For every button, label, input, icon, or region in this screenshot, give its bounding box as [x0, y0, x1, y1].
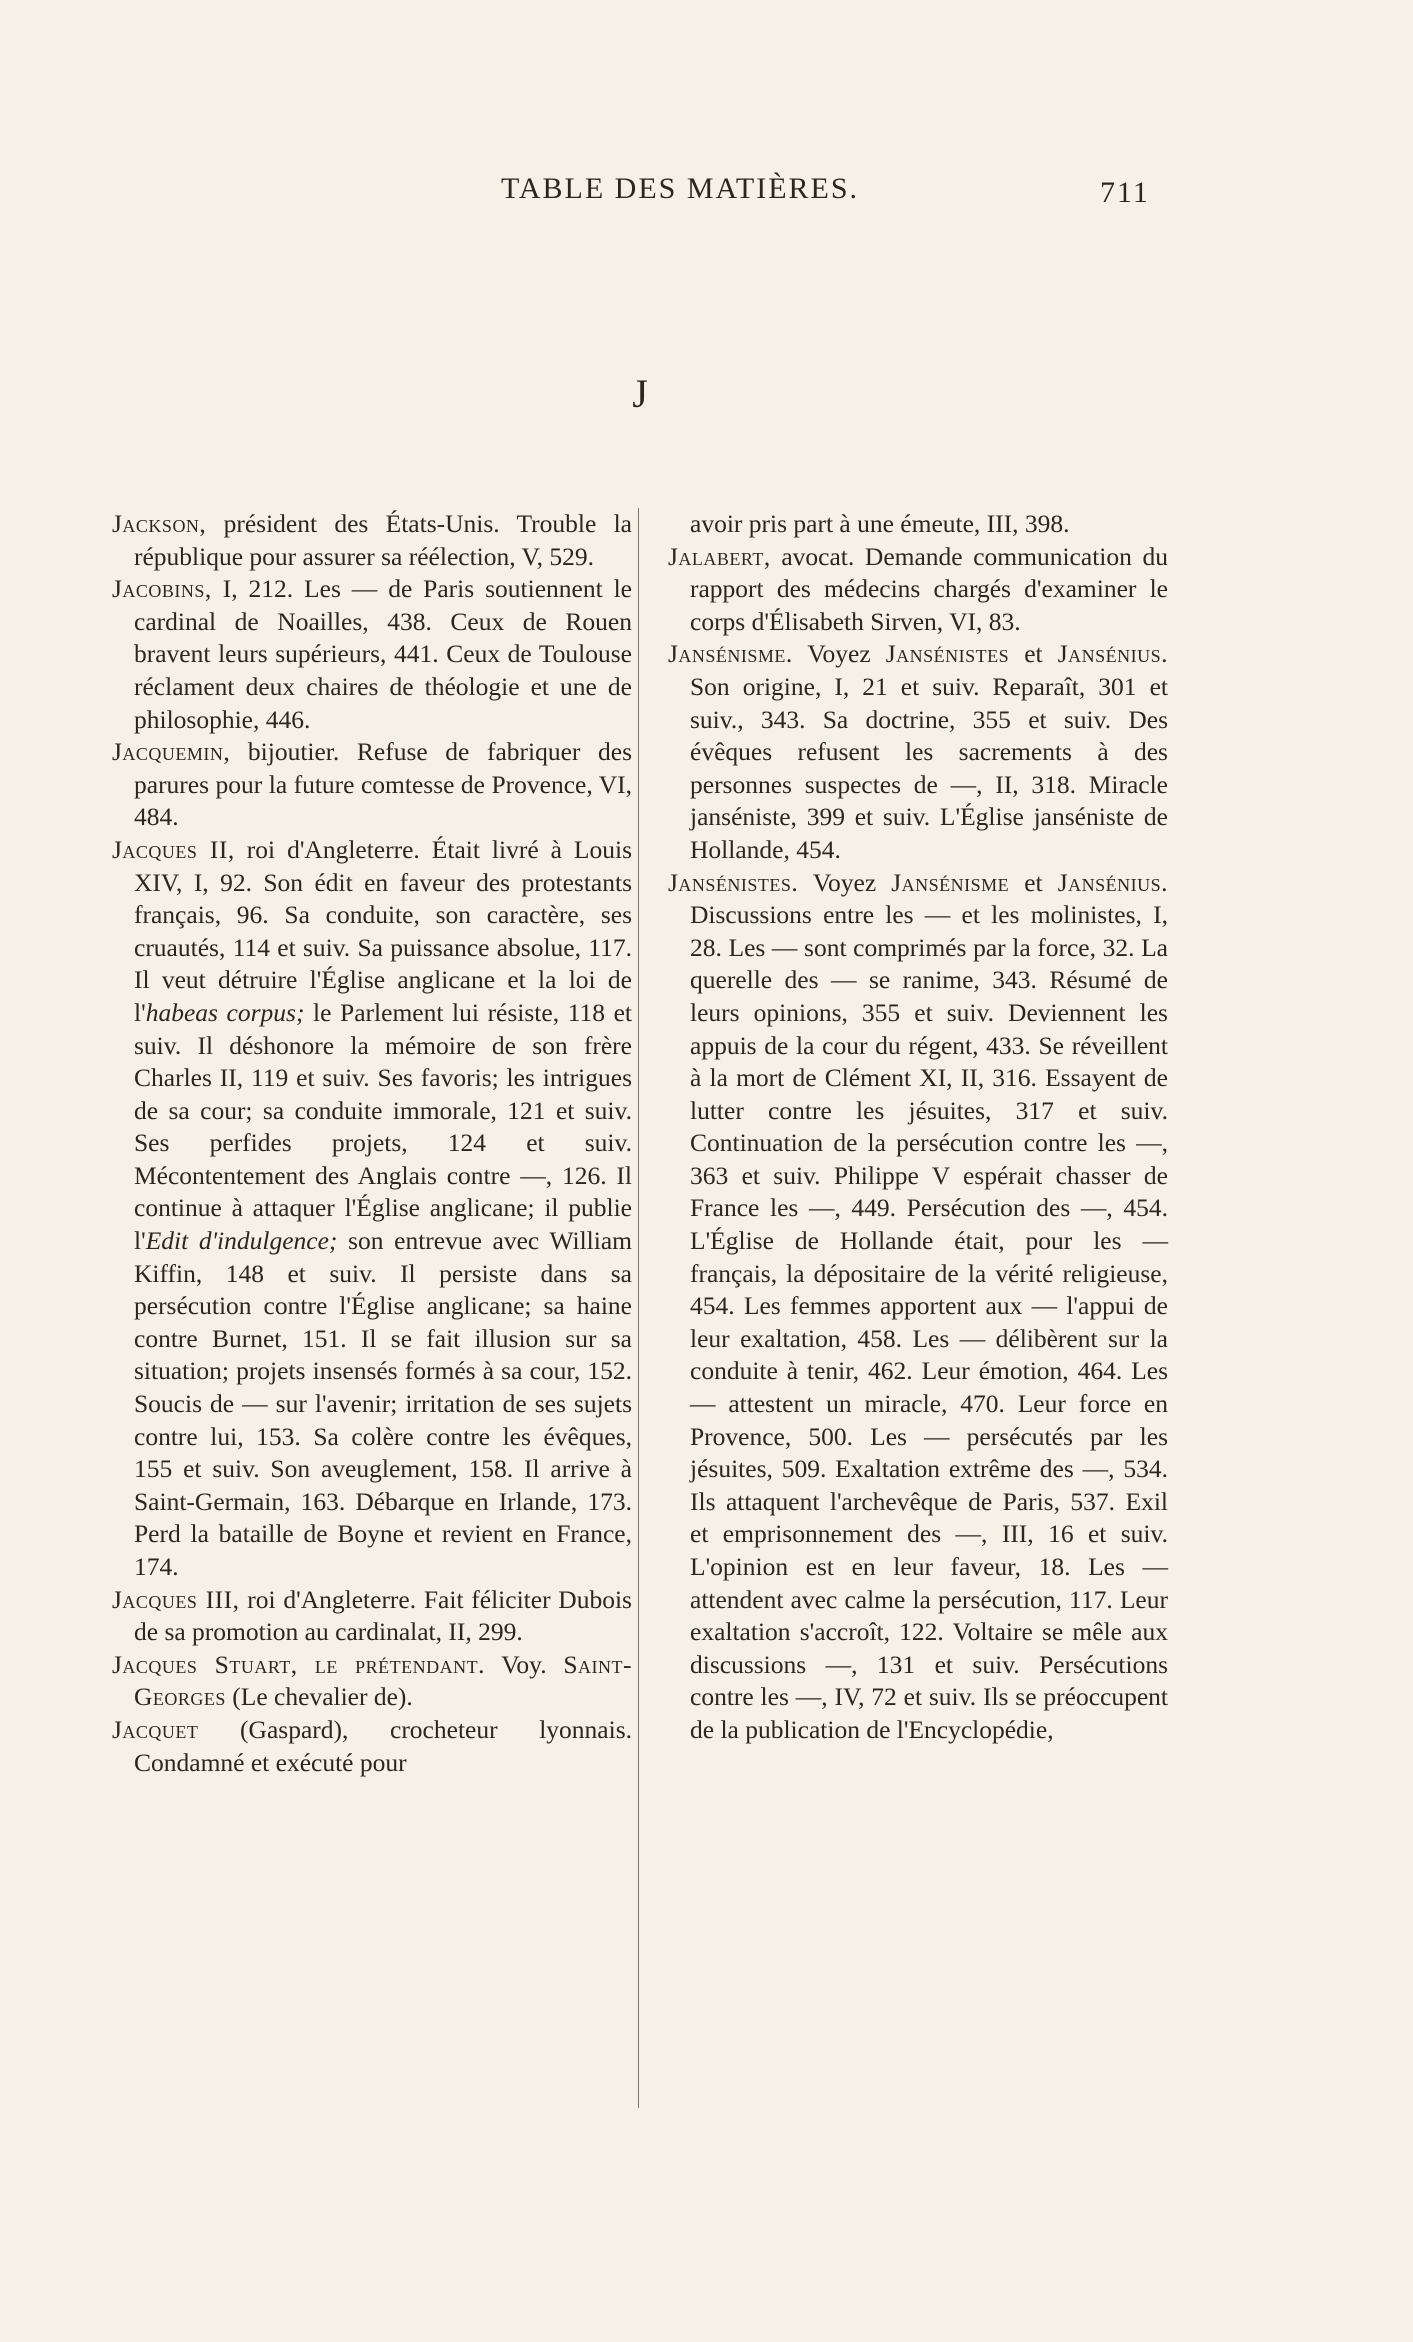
entry-headword: Jalabert,	[668, 541, 771, 571]
entry-text: président des États-Unis. Trouble la république pour assurer sa réélection, V, 529.	[134, 509, 632, 571]
entry-text: Son origine, I, 21 et suiv. Reparaît, 301 et suiv., 343. Sa doctrine, 355 et suiv. Des évêques refusent les sacrements à des personnes suspectes de —, II, 318. Miracle janséniste, 399 et suiv. L'Église janséniste de Hollande, 454.	[690, 671, 1168, 864]
index-entry	[112, 736, 632, 834]
entry-crossref: Jansénistes	[885, 639, 1010, 669]
entry-headword: Jackson,	[112, 509, 207, 538]
index-entry	[112, 573, 632, 736]
index-entry	[112, 1584, 632, 1649]
entry-text: Discussions entre les — et les molinistes, I, 28. Les — sont comprimés par la force, 32. La querelle des — se ranime, 343. Résumé de leurs opinions, 355 et suiv. Deviennent les appuis de la cour du régent, 433. Se réveillent à la mort de Clément XI, II, 316. Essayent de lutter contre les jésuites, 317 et suiv. Continuation de la persécution contre les —, 363 et suiv. Philippe V espérait chasser de France les —, 449. Persécution des —, 454. L'Église de Hollande était, pour les — français, la dépositaire de la vérité religieuse, 454. Les femmes apportent aux — l'appui de leur exaltation, 458. Les — délibèrent sur la conduite à tenir, 462. Leur émotion, 464. Les — attestent un miracle, 470. Leur force en Provence, 500. Les — persécutés par les jésuites, 509. Exaltation extrême des —, 534. Ils attaquent l'archevêque de Paris, 537. Exil et emprisonnement des —, III, 16 et suiv. L'opinion est en leur faveur, 18. Les — attendent avec calme la persécution, 117. Leur exaltation s'accroît, 122. Voltaire se mêle aux discussions —, 131 et suiv. Persécutions contre les —, IV, 72 et suiv. Ils se préoccupent de la publication de l'Encyclopédie,	[690, 900, 1168, 1744]
index-entry	[668, 638, 1168, 866]
entry-text: roi d'Angleterre. Était livré à Louis XIV, I, 92. Son édit en faveur des protestants français, 96. Sa conduite, son caractère, ses cruautés, 114 et suiv. Sa puissance absolue, 117. Il veut détruire l'Église anglicane et la loi de l'	[134, 834, 632, 1027]
entry-headword: Jacques III,	[112, 1584, 240, 1614]
index-entry	[668, 867, 1168, 1747]
entry-text: Voyez	[792, 639, 886, 669]
entry-text: son entrevue avec William Kiffin, 148 et suiv. Il persiste dans sa persécution contre l'Église anglicane; sa haine contre Burnet, 151. Il se fait illusion sur sa situation; projets insensés formés à sa cour, 152. Soucis de — sur l'avenir; irritation de ses sujets contre lui, 153. Sa colère contre les évêques, 155 et suiv. Son aveuglement, 158. Il arrive à Saint-Germain, 163. Débarque en Irlande, 173. Perd la bataille de Boyne et revient en France, 174.	[134, 1226, 632, 1581]
left-column	[112, 508, 632, 1779]
entry-headword: Jacquemin,	[112, 737, 231, 767]
entry-italic: habeas corpus;	[145, 997, 305, 1027]
running-title: TABLE DES MATIÈRES.	[500, 172, 860, 205]
page-number: 711	[1100, 176, 1150, 209]
entry-text: roi d'Angleterre. Fait féliciter Dubois de sa promotion au cardinalat, II, 299.	[134, 1584, 632, 1647]
index-entry	[112, 1714, 632, 1779]
entry-crossref: Jansénius.	[1057, 867, 1168, 897]
column-divider	[638, 508, 639, 2108]
entry-headword: Jacques Stuart, le prétendant.	[112, 1649, 485, 1679]
entry-headword: Jacquet	[112, 1714, 199, 1744]
index-entry	[112, 834, 632, 1584]
entry-crossref: Jansénius.	[1057, 639, 1168, 669]
entry-text: (Le chevalier de).	[225, 1682, 413, 1712]
entry-headword: Jansénisme.	[668, 639, 793, 669]
entry-headword: Jacques II,	[112, 834, 235, 864]
entry-headword: Jansénistes.	[668, 867, 799, 897]
entry-text: bijoutier. Refuse de fabriquer des parures pour la future comtesse de Provence, VI, 484.	[134, 737, 632, 832]
index-entry	[112, 1649, 632, 1714]
entry-text: Voy.	[484, 1649, 564, 1679]
entry-crossref: Jansénisme	[891, 867, 1010, 897]
entry-text: avocat. Demande communication du rapport des médecins chargés d'examiner le corps d'Élisabeth Sirven, VI, 83.	[690, 541, 1168, 636]
entry-text: (Gaspard), crocheteur lyonnais. Condamné et exécuté pour	[134, 1714, 632, 1777]
entry-headword: Jacobins,	[112, 574, 212, 604]
index-entry-continuation: avoir pris part à une émeute, III, 398.	[690, 509, 1070, 538]
right-column	[668, 508, 1168, 1747]
index-entry	[112, 508, 632, 573]
entry-text: I, 212. Les — de Paris soutiennent le cardinal de Noailles, 438. Ceux de Rouen bravent leurs supérieurs, 441. Ceux de Toulouse réclament deux chaires de théologie et une de philosophie, 446.	[134, 574, 632, 734]
entry-italic: Edit d'indulgence;	[145, 1226, 338, 1256]
entry-text: et	[1009, 639, 1058, 669]
entry-text: Voyez	[798, 867, 892, 897]
entry-text: le Parlement lui résiste, 118 et suiv. Il déshonore la mémoire de son frère Charles II, 119 et suiv. Ses favoris; les intrigues de sa cour; sa conduite immorale, 121 et suiv. Ses perfides projets, 124 et suiv. Mécontentement des Anglais contre —, 126. Il continue à attaquer l'Église anglicane; il publie l'	[134, 997, 632, 1256]
index-entry	[668, 541, 1168, 639]
section-letter: J	[632, 371, 648, 416]
entry-text: et	[1009, 867, 1058, 897]
entry-crossref: Saint-Georges	[134, 1649, 632, 1712]
